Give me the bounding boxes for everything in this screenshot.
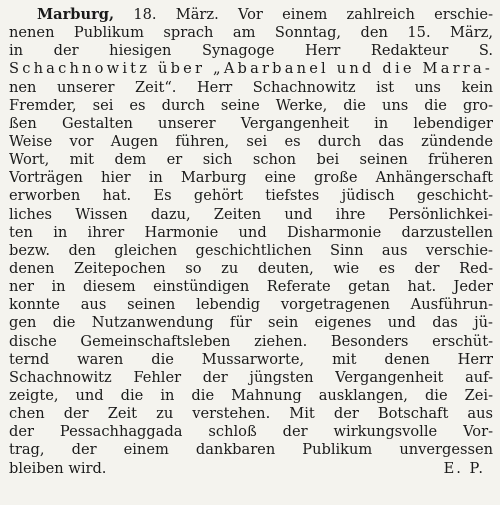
article-line: Schachnowitz über „Abarbanel und die Marra- — [9, 60, 493, 78]
article-line-final — [9, 460, 493, 478]
article-line: ternd waren die Mussarworte, mit denen Herr — [9, 350, 493, 368]
article-line: zeigte, und die in die Mahnung ausklangen, die Zei- — [9, 386, 493, 404]
article-line: Vorträgen hier in Marburg eine große Anhängerschaft — [9, 169, 493, 187]
article-line: chen der Zeit zu verstehen. Mit der Botschaft aus — [9, 405, 493, 423]
article-line: dische Gemeinschaftsleben ziehen. Besonders erschüt- — [9, 332, 493, 350]
author-signature: E. P. — [443, 459, 485, 477]
article-line: Wort, mit dem er sich schon bei seinen früheren — [9, 151, 493, 169]
article-closing-text: bleiben wird. — [9, 459, 107, 477]
article-line: nen unserer Zeit“. Herr Schachnowitz ist uns kein — [9, 78, 493, 96]
article-line: liches Wissen dazu, Zeiten und ihre Persönlichkei- — [9, 205, 493, 223]
article-line: ten in ihrer Harmonie und Disharmonie darzustellen — [9, 223, 493, 241]
article-line: der Pessachhaggada schloß der wirkungsvolle Vor- — [9, 423, 493, 441]
article-dateline-date: 18. März. — [114, 6, 219, 23]
article-line: Schachnowitz Fehler der jüngsten Vergangenheit auf- — [9, 368, 493, 386]
article-text-fragment: Vor einem zahlreich erschie- — [218, 6, 493, 23]
article-line: ßen Gestalten unserer Vergangenheit in lebendiger — [9, 114, 493, 132]
article-line: Fremder, sei es durch seine Werke, die uns die gro- — [9, 96, 493, 114]
article-line: erworben hat. Es gehört tiefstes jüdisch geschicht- — [9, 187, 493, 205]
article-line: bezw. den gleichen geschichtlichen Sinn aus verschie- — [9, 241, 493, 259]
article-line — [9, 6, 493, 24]
article-dateline-city: Marburg, — [37, 6, 115, 23]
article-line: konnte aus seinen lebendig vorgetragenen Ausführun- — [9, 296, 493, 314]
article-line: trag, der einem dankbaren Publikum unvergessen — [9, 441, 493, 459]
article-line: gen die Nutzanwendung für sein eigenes und das jü- — [9, 314, 493, 332]
article-line: nenen Publikum sprach am Sonntag, den 15. März, — [9, 24, 493, 42]
article-line: denen Zeitepochen so zu deuten, wie es der Red- — [9, 259, 493, 277]
article-body — [9, 6, 493, 478]
article-line: in der hiesigen Synagoge Herr Redakteur S. — [9, 42, 493, 60]
article-line: ner in diesem einstündigen Referate getan hat. Jeder — [9, 278, 493, 296]
article-line: Weise vor Augen führen, sei es durch das zündende — [9, 132, 493, 150]
